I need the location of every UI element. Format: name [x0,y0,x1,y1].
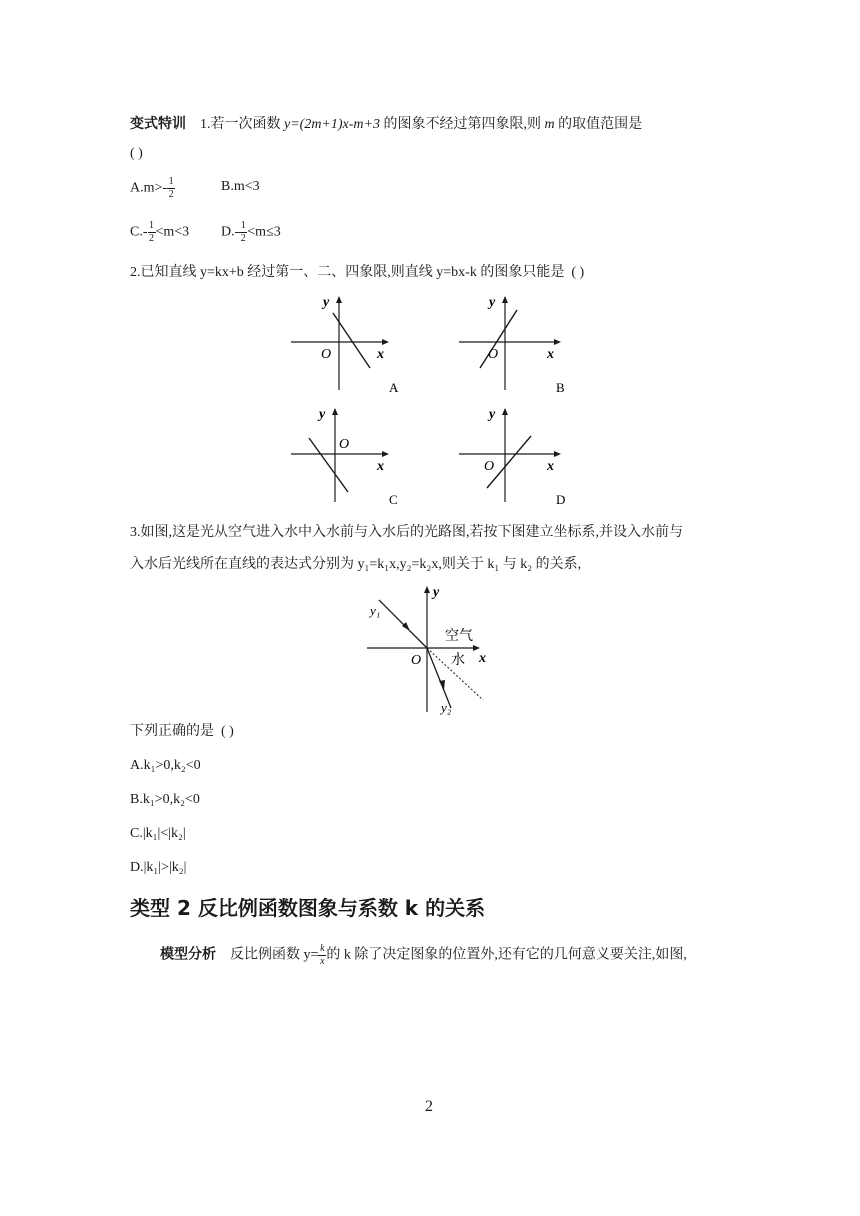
q1-option-b: B.m<3 [221,179,260,194]
question-3-ask [130,722,234,742]
graph-c-label: C [389,492,398,507]
analysis-post: 的 k 除了决定图象的位置外,还有它的几何意义要关注,如图, [326,947,687,963]
graph-b-origin: O [488,347,499,362]
y1-label: y₁ [370,603,381,618]
q1-option-d-suffix: <m≤3 [247,224,281,240]
incident-ray-y1 [379,600,427,648]
q1-answer-paren: ( ) [130,146,143,161]
graph-a-x-label: x [377,347,384,362]
variant-training-tag: 变式特训 [130,117,186,132]
q1-variable: m [544,117,555,132]
air-label: 空气 [445,629,473,644]
q1-option-c-suffix: <m<3 [155,224,190,240]
q2-answer-paren: ( ) [571,265,585,280]
fraction-half: $\frac{1}{2}$ [168,176,174,200]
q3-option-b: B.k₁>0,k₂<0 [130,792,200,807]
graph-b-line [480,310,517,368]
q3-option-a: A.k₁>0,k₂<0 [130,758,201,773]
q1-option-a-text: A.m>- [130,180,168,196]
q1-option-c-prefix: C.- [130,224,148,240]
q1-stem-pre: 1.若一次函数 [200,117,281,132]
graph-c-origin: O [339,437,350,452]
q3-option-d: D.|k₁|>|k₂| [130,860,187,875]
q3-answer-paren: ( ) [221,724,234,739]
q1-option-d-prefix: D.- [221,224,240,240]
model-analysis-paragraph [160,944,687,967]
graph-c-x-label: x [377,459,384,474]
light-refraction-figure [365,580,500,715]
fig3-x-label: x [479,651,486,666]
graph-a-label: A [389,380,399,395]
q1-option-a [130,177,175,200]
fig3-origin: O [411,653,422,668]
graph-c-y-label: y [319,407,326,422]
graph-b-label: B [556,380,565,395]
graph-b-y-label: y [489,295,496,310]
refracted-arrow-icon [439,680,445,690]
q1-option-c [130,221,189,244]
water-label: 水 [451,653,465,668]
graph-a-y-label: y [323,295,330,310]
fraction-k-over-x: $\frac{k}{x}$ [320,943,325,967]
question-1-stem [130,115,642,135]
q1-stem-post: 的取值范围是 [558,117,643,132]
q1-option-d [221,221,281,244]
section-heading: 类型 2 反比例函数图象与系数 k 的关系 [130,896,486,920]
question-2-stem [130,263,584,283]
y2-label: y₂ [441,700,452,715]
question-3-line-2: 入水后光线所在直线的表达式分别为 y₁=k₁x,y₂=k₂x,则关于 k₁ 与 k₂ 的关系, [130,557,582,572]
analysis-pre: 反比例函数 y= [230,947,319,963]
graph-option-a [285,288,405,400]
graph-option-b [455,288,575,400]
page-number: 2 [425,1098,433,1115]
graph-option-d [455,400,575,512]
graph-d-x-label: x [547,459,554,474]
q3-option-c: C.|k₁|<|k₂| [130,826,186,841]
fig3-y-label: y [433,585,440,600]
refracted-ray-y2 [427,648,451,708]
q3-ask-text: 下列正确的是 [130,724,214,739]
graph-option-c [285,400,405,512]
graph-d-y-label: y [489,407,496,422]
graph-d-origin: O [484,459,495,474]
question-3-line-1: 3.如图,这是光从空气进入水中入水前与入水后的光路图,若按下图建立坐标系,并设入水前与 [130,525,683,540]
graph-b-x-label: x [547,347,554,362]
graph-a-origin: O [321,347,332,362]
graph-d-label: D [556,492,566,507]
fraction-half: $\frac{1}{2}$ [240,220,246,244]
model-analysis-tag: 模型分析 [160,947,216,963]
fraction-half: $\frac{1}{2}$ [149,220,154,244]
q1-stem-mid: 的图象不经过第四象限,则 [383,117,541,132]
q1-function: y=(2m+1)x-m+3 [284,117,380,132]
q2-stem-text: 2.已知直线 y=kx+b 经过第一、二、四象限,则直线 y=bx-k 的图象只能是 [130,265,565,280]
